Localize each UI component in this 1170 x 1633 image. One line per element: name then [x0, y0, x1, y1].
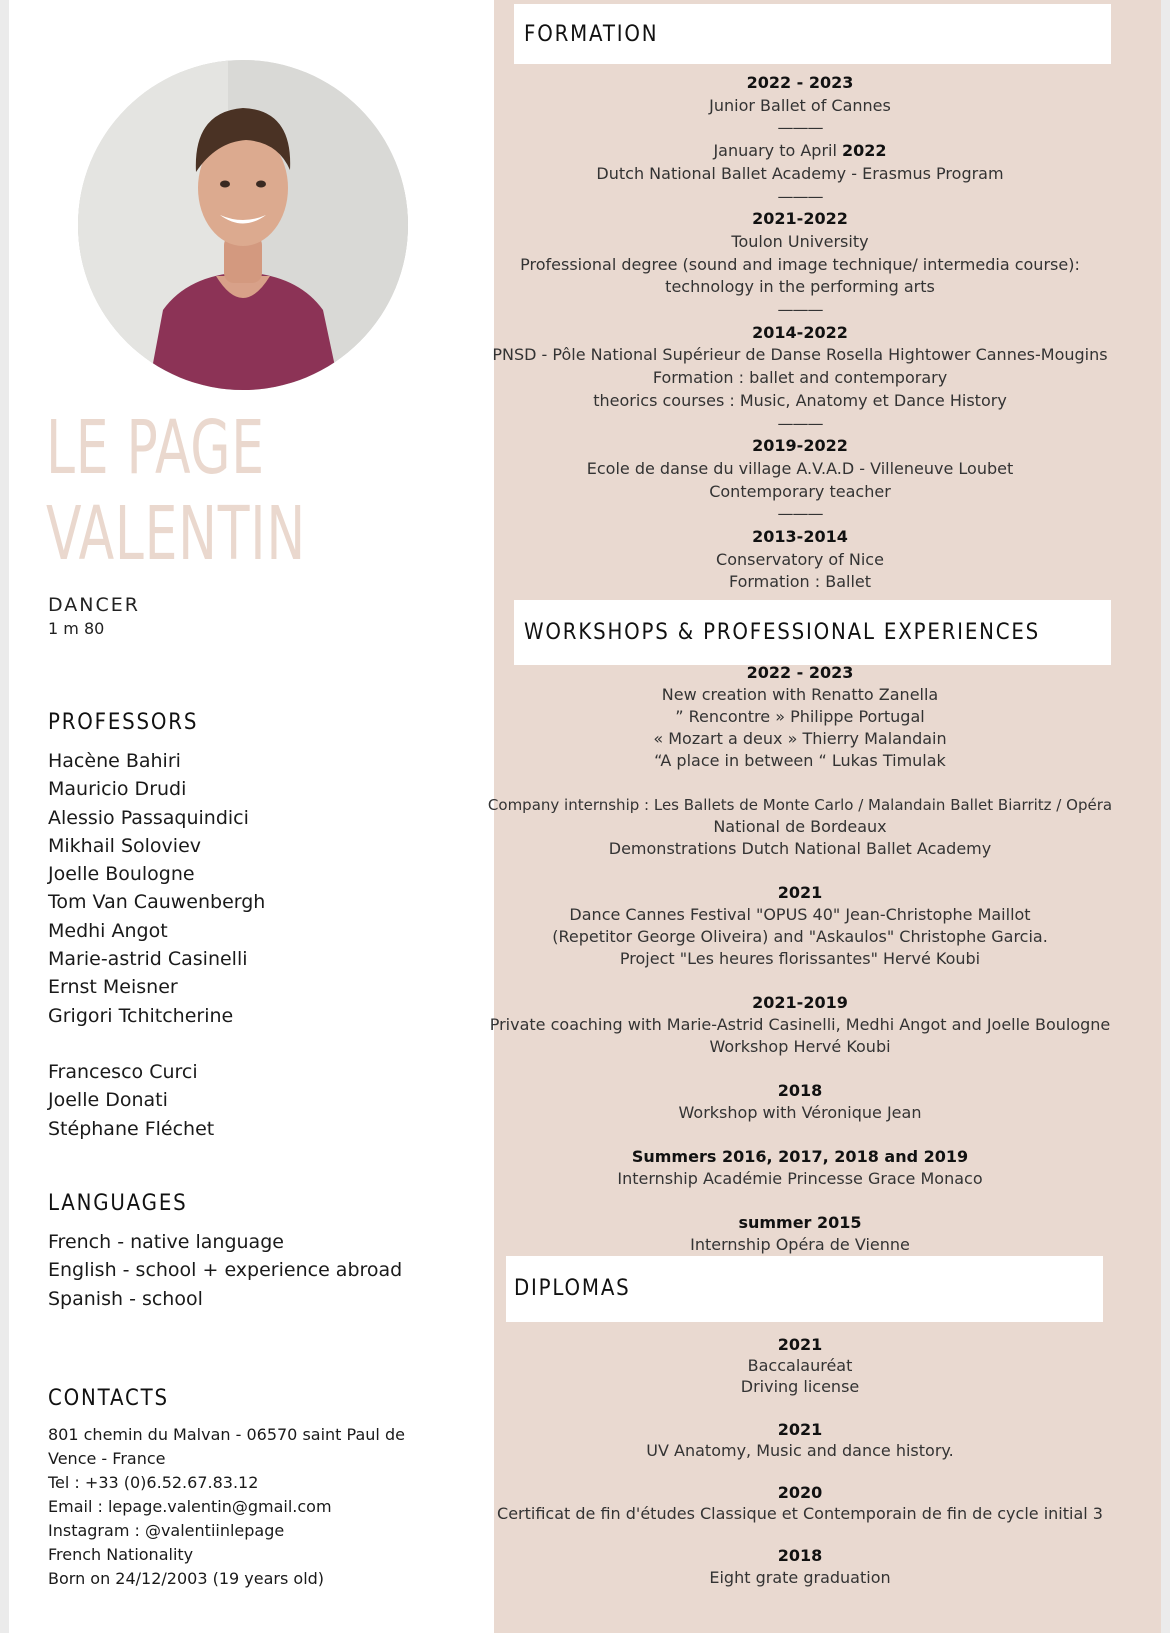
entry-year: 2021 — [777, 883, 823, 902]
entry-text: Formation : Ballet — [728, 572, 872, 592]
entry-text: Junior Ballet of Cannes — [709, 95, 891, 115]
formation-header — [514, 4, 1111, 64]
profile-photo — [78, 60, 408, 390]
contacts-list — [48, 1423, 405, 1591]
languages-heading: LANGUAGES — [48, 1191, 188, 1216]
separator: ——— — [777, 186, 823, 206]
name-line-2: VALENTIN — [46, 491, 306, 577]
spacer — [480, 1398, 1120, 1419]
spacer — [480, 970, 1120, 992]
entry-text: Workshop Hervé Koubi — [709, 1037, 891, 1056]
entry-text: New creation with Renatto Zanella — [661, 685, 939, 704]
languages-list — [48, 1228, 402, 1313]
list-item: English - school + experience abroad — [48, 1259, 403, 1282]
contacts-heading: CONTACTS — [48, 1386, 169, 1411]
entry-text: Baccalauréat — [747, 1356, 853, 1376]
diplomas-content — [480, 1334, 1120, 1588]
person-name — [46, 405, 306, 577]
entry-text: Professional degree (sound and image technique/ intermedia course): — [520, 254, 1080, 274]
spacer — [480, 1461, 1120, 1482]
list-item: Mikhail Soloviev — [48, 834, 202, 857]
entry-year: 2022 — [842, 141, 887, 161]
entry-text: Ecole de danse du village A.V.A.D - Villeneuve Loubet — [586, 458, 1014, 478]
formation-heading: FORMATION — [524, 22, 659, 47]
contacts-section — [48, 1386, 405, 1591]
list-item: Ernst Meisner — [48, 976, 178, 999]
phone: Tel : +33 (0)6.52.67.83.12 — [48, 1473, 259, 1492]
diplomas-heading: DIPLOMAS — [514, 1276, 631, 1301]
list-item: Francesco Curci — [48, 1060, 198, 1083]
separator: ——— — [777, 413, 823, 433]
entry-year: Summers 2016, 2017, 2018 and 2019 — [631, 1147, 969, 1166]
entry-year: 2020 — [777, 1483, 823, 1503]
birth-date: Born on 24/12/2003 (19 years old) — [48, 1569, 325, 1588]
entry-year: 2018 — [777, 1546, 823, 1566]
list-item: Grigori Tchitcherine — [48, 1004, 234, 1027]
entry-text: Conservatory of Nice — [716, 549, 884, 569]
entry-year: 2022 - 2023 — [746, 663, 854, 682]
workshops-heading: WORKSHOPS & PROFESSIONAL EXPERIENCES — [524, 620, 1041, 645]
list-item: Alessio Passaquindici — [48, 806, 249, 829]
entry-text: Internship Académie Princesse Grace Monaco — [617, 1169, 983, 1188]
list-item: Mauricio Drudi — [48, 778, 187, 801]
entry-year: 2014-2022 — [752, 322, 848, 342]
professors-section — [48, 710, 265, 1143]
workshops-header — [514, 600, 1111, 665]
entry-year: 2021 — [777, 1335, 823, 1354]
spacer — [480, 1524, 1120, 1545]
list-spacer — [48, 1030, 265, 1058]
entry-text: Formation : ballet and contemporary — [652, 368, 948, 388]
instagram: Instagram : @valentiinlepage — [48, 1521, 285, 1540]
entry-text: Dance Cannes Festival "OPUS 40" Jean-Christophe Maillot — [569, 905, 1031, 924]
spacer — [480, 1058, 1120, 1080]
entry-text: Private coaching with Marie-Astrid Casinelli, Medhi Angot and Joelle Boulogne — [489, 1015, 1111, 1034]
nationality: French Nationality — [48, 1545, 194, 1564]
workshops-content — [480, 662, 1120, 1256]
list-item: French - native language — [48, 1231, 284, 1253]
entry-year: 2021 — [777, 1419, 823, 1439]
entry-text: technology in the performing arts — [665, 277, 935, 297]
entry-text: Demonstrations Dutch National Ballet Academy — [608, 839, 992, 858]
entry-year: 2021-2022 — [752, 209, 848, 229]
entry-text: PNSD - Pôle National Supérieur de Danse Rosella Hightower Cannes-Mougins — [492, 345, 1108, 365]
languages-section — [48, 1191, 402, 1313]
list-item: Hacène Bahiri — [48, 750, 181, 772]
email: Email : lepage.valentin@gmail.com — [48, 1497, 332, 1516]
separator: ——— — [777, 504, 823, 524]
entry-text: theorics courses : Music, Anatomy et Dance History — [593, 390, 1007, 410]
separator: ——— — [777, 300, 823, 320]
entry-text: Workshop with Véronique Jean — [678, 1103, 922, 1122]
address-line-1: 801 chemin du Malvan - 06570 saint Paul de — [48, 1425, 405, 1444]
height-value: 1 m 80 — [48, 619, 105, 638]
professors-list — [48, 747, 265, 1143]
entry-text: Toulon University — [731, 231, 869, 251]
spacer — [480, 1124, 1120, 1146]
list-item: Joelle Donati — [48, 1089, 168, 1112]
formation-content — [480, 72, 1120, 594]
spacer — [480, 1190, 1120, 1212]
entry-text: Certificat de fin d'études Classique et Contemporain de fin de cycle initial 3 — [497, 1504, 1103, 1524]
entry-text: Eight grate graduation — [709, 1567, 891, 1587]
entry-text: Project "Les heures florissantes" Hervé Koubi — [619, 949, 981, 968]
separator: ——— — [777, 118, 823, 138]
spacer — [480, 772, 1120, 794]
list-item: Stéphane Fléchet — [48, 1117, 215, 1140]
entry-year: 2013-2014 — [752, 527, 848, 547]
entry-text: “A place in between “ Lukas Timulak — [654, 751, 946, 770]
entry-prefix: January to April — [713, 141, 842, 161]
name-line-1: LE PAGE — [46, 405, 265, 491]
list-item: Spanish - school — [48, 1287, 203, 1310]
entry-text: Internship Opéra de Vienne — [690, 1235, 910, 1254]
spacer — [480, 860, 1120, 882]
list-item: Medhi Angot — [48, 919, 168, 942]
entry-text: Dutch National Ballet Academy - Erasmus Program — [596, 163, 1004, 183]
entry-text: Company internship : Les Ballets de Monte Carlo / Malandain Ballet Biarritz / Opéra — [487, 796, 1113, 814]
entry-year: 2021-2019 — [752, 993, 848, 1012]
entry-year: summer 2015 — [738, 1213, 862, 1232]
entry-text: National de Bordeaux — [713, 817, 887, 836]
diplomas-header — [506, 1256, 1103, 1322]
entry-text: « Mozart a deux » Thierry Malandain — [653, 729, 947, 748]
entry-text: Contemporary teacher — [709, 481, 891, 501]
role-title: DANCER — [48, 594, 140, 616]
entry-year: 2022 - 2023 — [746, 73, 854, 92]
entry-text: UV Anatomy, Music and dance history. — [646, 1440, 954, 1460]
entry-year: 2018 — [777, 1081, 823, 1100]
entry-text: Driving license — [740, 1377, 860, 1397]
list-item: Joelle Boulogne — [48, 863, 195, 886]
entry-date-line — [480, 140, 1120, 163]
list-item: Marie-astrid Casinelli — [48, 948, 248, 971]
professors-heading: PROFESSORS — [48, 710, 199, 735]
entry-text: (Repetitor George Oliveira) and "Askaulos" Christophe Garcia. — [552, 927, 1048, 946]
address-line-2: Vence - France — [48, 1449, 166, 1468]
list-item: Tom Van Cauwenbergh — [48, 891, 266, 914]
entry-text: ” Rencontre » Philippe Portugal — [675, 707, 925, 726]
entry-year: 2019-2022 — [752, 436, 848, 456]
